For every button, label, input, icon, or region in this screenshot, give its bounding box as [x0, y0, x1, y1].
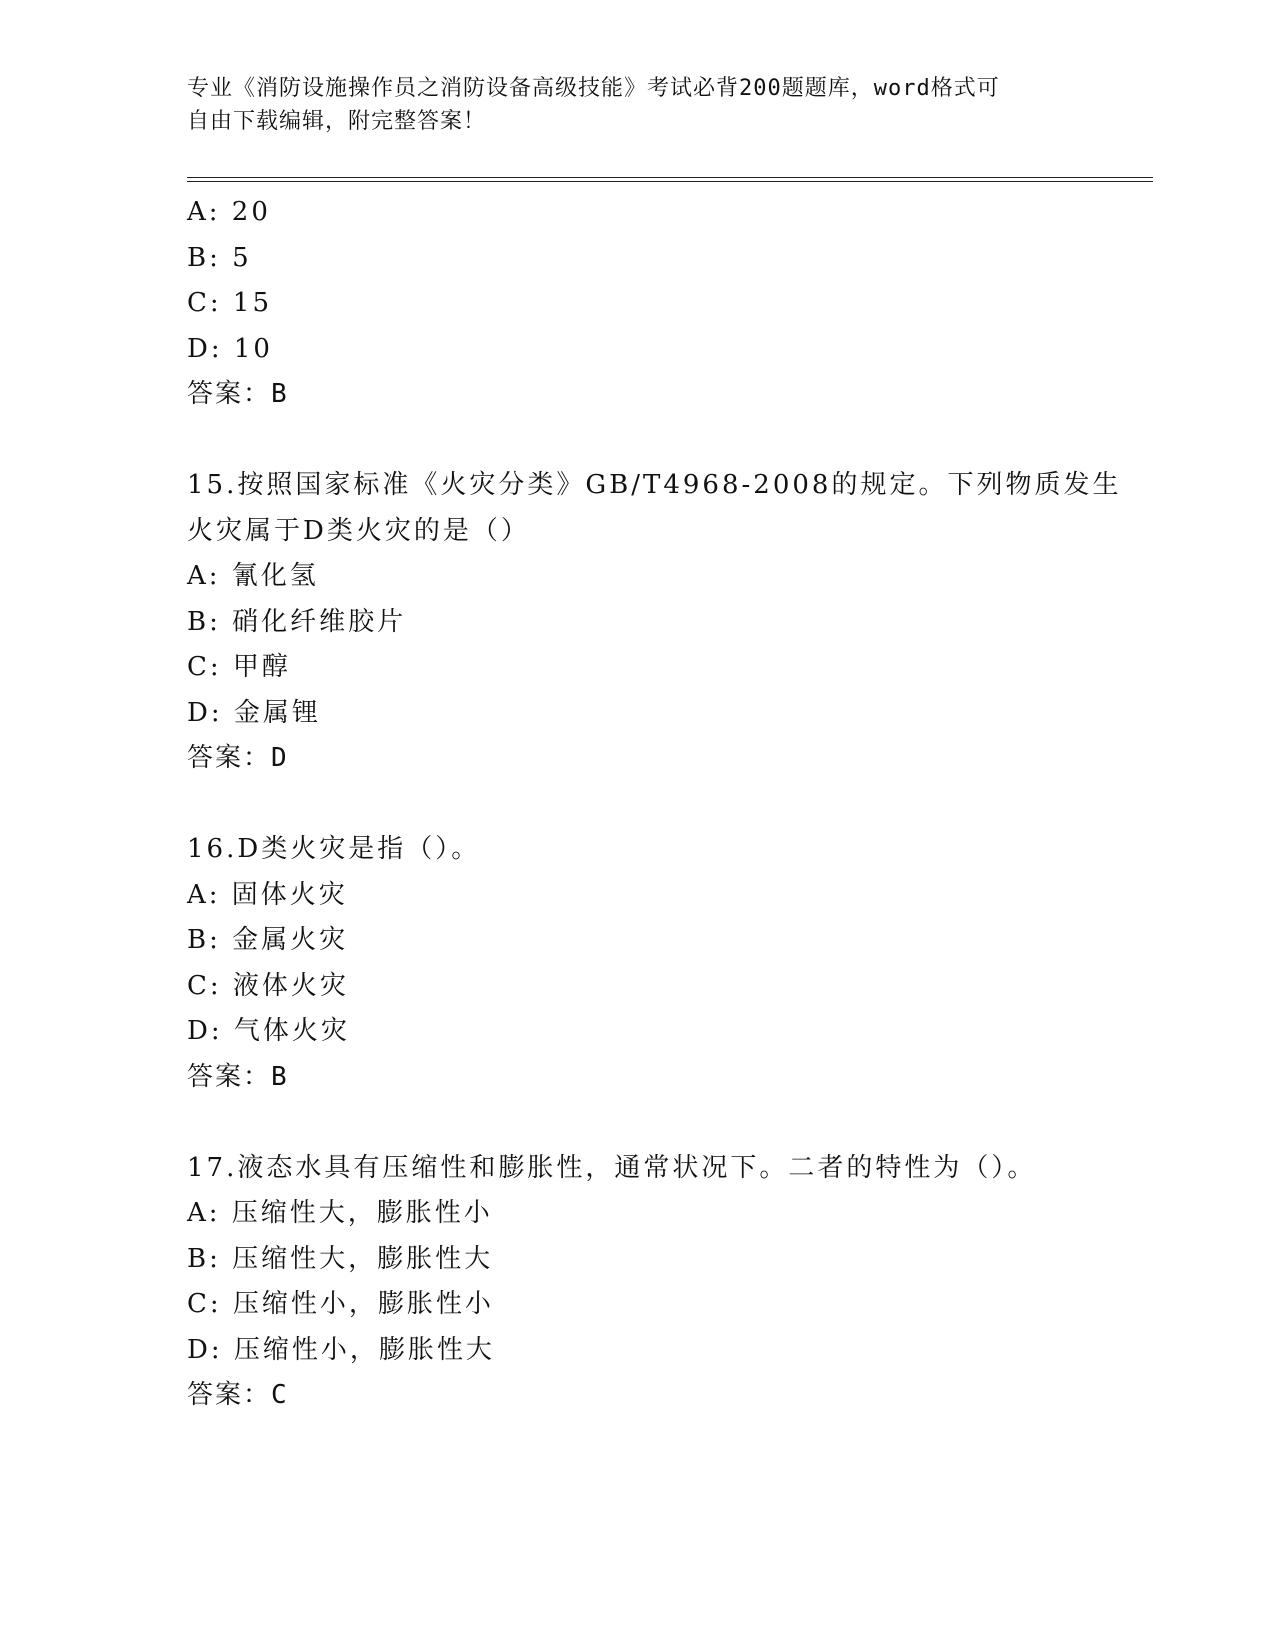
question-text-line-2: 火灾属于D类火灾的是（） [187, 515, 530, 546]
option-d: D: 金属锂 [187, 697, 321, 728]
option-c: C: 甲醇 [187, 652, 291, 682]
spacer [187, 418, 1153, 464]
question-list [187, 190, 1153, 1419]
option-b: B: 压缩性大，膨胀性大 [187, 1243, 494, 1274]
option-b: B: 硝化纤维胶片 [187, 606, 407, 637]
answer-line: 答案：D [187, 743, 289, 773]
option-d: D: 气体火灾 [187, 1016, 350, 1046]
question-block-17 [187, 1146, 1153, 1419]
option-a: A: 固体火灾 [187, 879, 348, 910]
option-c: C: 液体火灾 [187, 970, 349, 1001]
answer-line: 答案：C [187, 1380, 289, 1410]
option-d: D: 10 [187, 333, 273, 364]
question-text-line-1: 17.液态水具有压缩性和膨胀性，通常状况下。二者的特性为（）。 [187, 1152, 1037, 1183]
question-block-16 [187, 827, 1153, 1100]
spacer [187, 782, 1153, 828]
question-block-14 [187, 190, 1153, 418]
document-header [187, 72, 1067, 138]
option-b: B: 金属火灾 [187, 925, 349, 955]
answer-line: 答案：B [187, 1061, 289, 1092]
option-d: D: 压缩性小，膨胀性大 [187, 1334, 495, 1365]
spacer [187, 1100, 1153, 1146]
option-a: A: 压缩性大，膨胀性小 [187, 1198, 493, 1228]
option-c: C: 15 [187, 288, 273, 318]
header-title-line-1: 专业《消防设施操作员之消防设备高级技能》考试必背200题题库，word格式可 [187, 76, 1000, 101]
header-title-line-2: 自由下载编辑，附完整答案！ [187, 109, 487, 134]
question-block-15 [187, 463, 1153, 782]
question-text-line-1: 16.D类火灾是指（）。 [187, 834, 481, 864]
option-a: A: 20 [187, 197, 271, 227]
option-c: C: 压缩性小，膨胀性小 [187, 1289, 494, 1319]
option-a: A: 氰化氢 [187, 561, 319, 591]
question-text-line-1: 15.按照国家标准《火灾分类》GB/T4968-2008的规定。下列物质发生 [187, 470, 1122, 500]
option-b: B: 5 [187, 242, 252, 273]
header-divider-top [187, 177, 1153, 178]
header-divider-bottom [187, 181, 1153, 182]
answer-line: 答案：B [187, 379, 289, 409]
